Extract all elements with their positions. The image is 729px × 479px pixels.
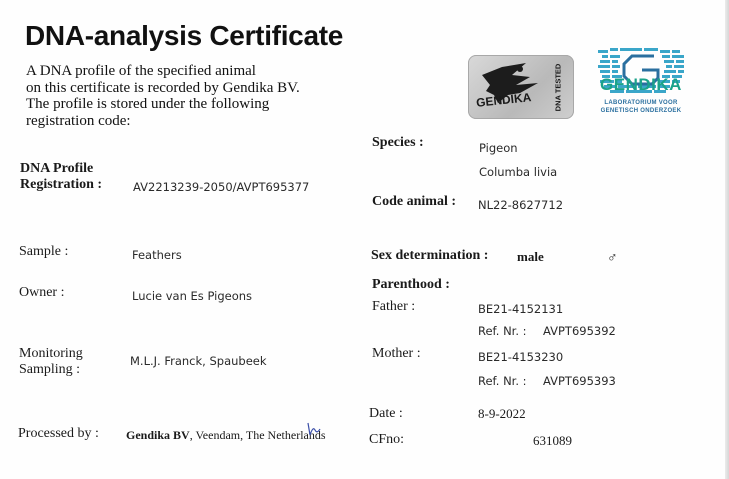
father-ref-value: AVPT695392 <box>543 324 616 338</box>
monitoring-value: M.L.J. Franck, Spaubeek <box>130 354 267 368</box>
certificate-title: DNA-analysis Certificate <box>25 20 344 51</box>
date-value: 8-9-2022 <box>478 406 526 421</box>
cfno-label: CFno: <box>369 432 405 447</box>
processed-location: , Veendam, The Netherlands <box>189 428 326 442</box>
intro-line: on this certificate is recorded by Gendika BV. <box>26 79 300 96</box>
registration-label: Registration : <box>20 177 103 192</box>
monitoring-label: Monitoring <box>19 346 83 361</box>
dna-tested-seal <box>468 55 574 119</box>
logo-brand-name: GENDIKA <box>600 75 682 94</box>
male-symbol-icon: ♂ <box>607 251 618 266</box>
intro-line: A DNA profile of the specified animal <box>26 63 256 79</box>
processed-company: Gendika BV <box>126 428 190 442</box>
species-latin: Columba livia <box>479 165 558 179</box>
logo-subtitle-line: LABORATORIUM VOOR <box>604 100 678 106</box>
species-label: Species : <box>372 135 424 150</box>
mother-label: Mother : <box>372 346 421 361</box>
initials-signature <box>305 420 325 438</box>
parenthood-label: Parenthood : <box>372 277 450 292</box>
registration-value: AV2213239-2050/AVPT695377 <box>133 180 310 194</box>
intro-text <box>26 63 346 129</box>
father-value: BE21-4152131 <box>478 302 564 316</box>
cfno-value: 631089 <box>533 433 572 448</box>
father-ref-label: Ref. Nr. : <box>478 324 527 338</box>
sex-value: male <box>517 249 544 264</box>
code-animal-label: Code animal : <box>372 194 456 209</box>
mother-ref-value: AVPT695393 <box>543 374 616 388</box>
mother-ref-label: Ref. Nr. : <box>478 374 527 388</box>
monitoring-label: Sampling : <box>19 362 81 377</box>
owner-label: Owner : <box>19 285 65 300</box>
seal-brand-text: GENDIKA <box>475 90 532 110</box>
seal-tested-text: DNA TESTED <box>553 63 563 112</box>
page-edge <box>725 0 729 479</box>
logo-subtitle <box>590 100 692 115</box>
intro-line: The profile is stored under the following <box>26 96 270 112</box>
sex-determination-label: Sex determination : <box>371 248 489 263</box>
father-label: Father : <box>372 299 416 314</box>
code-animal-value: NL22-8627712 <box>478 198 564 212</box>
date-label: Date : <box>369 406 403 421</box>
owner-value: Lucie van Es Pigeons <box>132 289 253 303</box>
logo-subtitle-line: GENETISCH ONDERZOEK <box>600 107 682 114</box>
intro-line: registration code: <box>26 112 131 129</box>
species-value: Pigeon <box>479 141 518 155</box>
registration-label: DNA Profile <box>20 161 94 176</box>
sample-label: Sample : <box>19 244 69 259</box>
processed-value <box>126 428 326 443</box>
mother-value: BE21-4153230 <box>478 350 564 364</box>
sample-value: Feathers <box>132 248 182 262</box>
processed-label: Processed by : <box>18 426 99 441</box>
